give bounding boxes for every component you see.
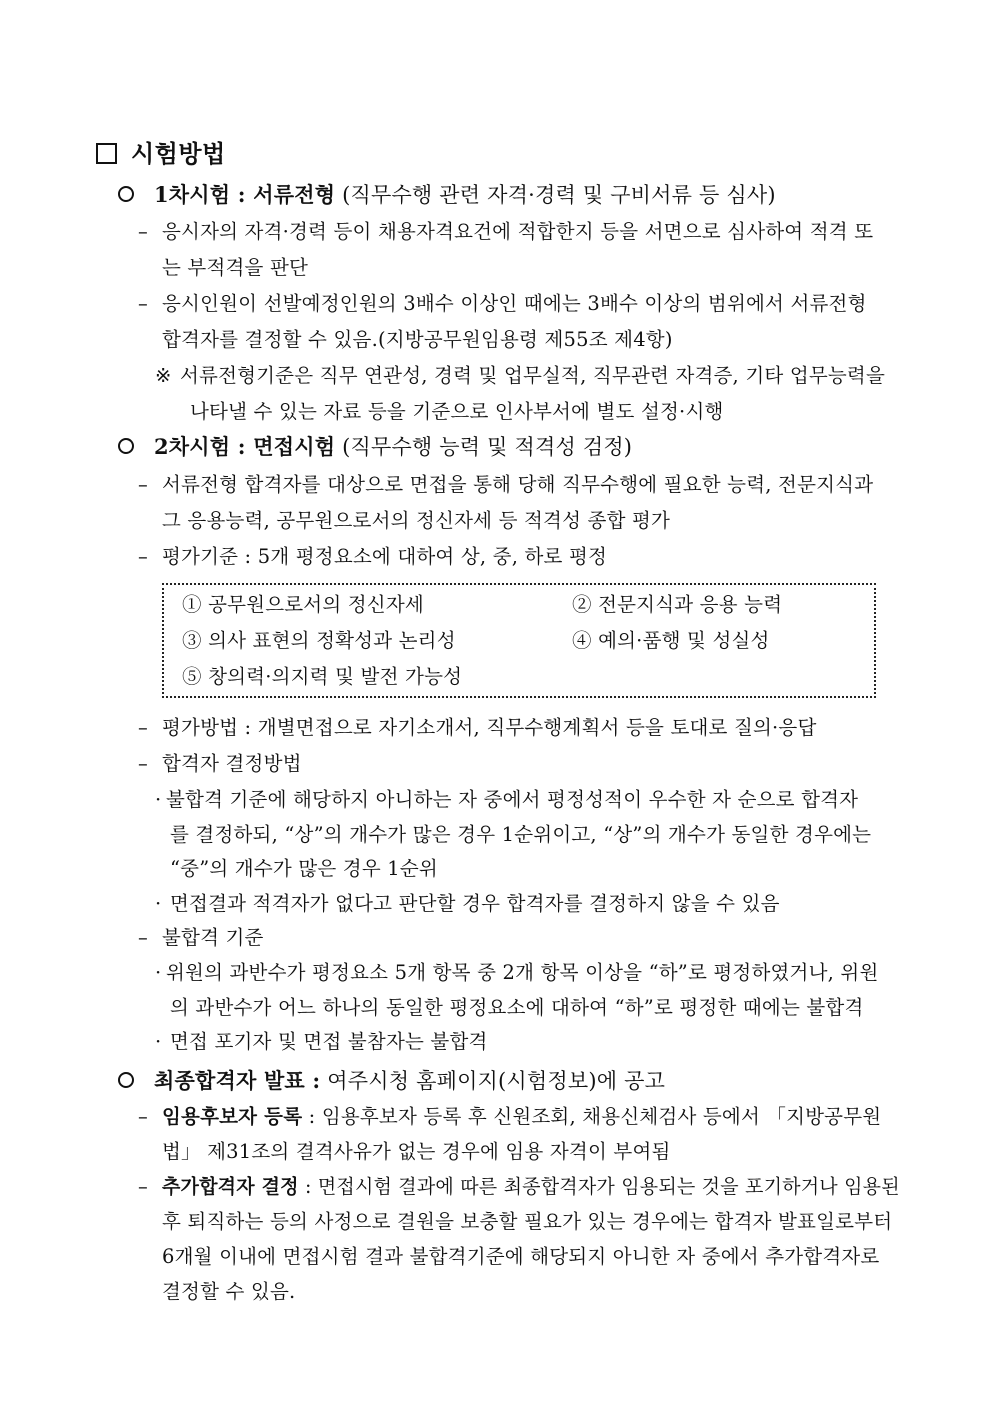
- extra-line-3: 6개월 이내에 면접시험 결과 불합격기준에 해당되지 아니한 자 중에서 추가합격자로: [162, 1245, 880, 1268]
- fail-line-3: 면접 포기자 및 면접 불참자는 불합격: [170, 1030, 488, 1053]
- final-desc: 여주시청 홈페이지(시험정보)에 공고: [327, 1069, 666, 1093]
- second-exam-heading: [118, 434, 632, 460]
- decision-title: 합격자 결정방법: [162, 752, 302, 775]
- first-exam-heading: [118, 182, 776, 208]
- section-title: 시험방법: [131, 139, 226, 168]
- dash-marker: –: [138, 473, 148, 496]
- dot-marker: ·: [155, 961, 162, 984]
- decision-line-4: 면접결과 적격자가 없다고 판단할 경우 합격자를 결정하지 않을 수 있음: [170, 892, 780, 915]
- first-exam-note-2: 나타낼 수 있는 자료 등을 기준으로 인사부서에 별도 설정·시행: [190, 400, 724, 423]
- dash-marker: –: [138, 220, 148, 243]
- dot-marker: ·: [155, 1030, 162, 1053]
- section-heading: [96, 139, 226, 169]
- decision-line-2: 를 결정하되, “상”의 개수가 많은 경우 1순위이고, “상”의 개수가 동일한 경우에는: [170, 823, 872, 846]
- checkbox-square-icon: [96, 143, 117, 164]
- candidate-line-1: [162, 1104, 881, 1130]
- extra-text: : 면접시험 결과에 따른 최종합격자가 임용되는 것을 포기하거나 임용된: [304, 1175, 900, 1198]
- circle-bullet-icon: [118, 438, 134, 454]
- final-label: 최종합격자 발표 :: [154, 1068, 321, 1093]
- dot-marker: ·: [155, 892, 162, 915]
- decision-line-3: “중”의 개수가 많은 경우 1순위: [170, 857, 438, 880]
- item-text: 응시자의 자격·경력 등이 채용자격요건에 적합한지 등을 서면으로 심사하여 적격 또: [162, 220, 874, 243]
- circle-bullet-icon: [118, 186, 134, 202]
- dash-marker: –: [138, 716, 148, 739]
- dash-marker: –: [138, 545, 148, 568]
- first-exam-item-2: 응시인원이 선발예정인원의 3배수 이상인 때에는 3배수 이상의 범위에서 서류전형: [162, 292, 867, 315]
- extra-line-4: 결정할 수 있음.: [162, 1280, 296, 1303]
- second-exam-item-1: 서류전형 합격자를 대상으로 면접을 통해 당해 직무수행에 필요한 능력, 전문지식과: [162, 473, 874, 496]
- candidate-text: : 임용후보자 등록 후 신원조회, 채용신체검사 등에서 「지방공무원: [308, 1105, 882, 1128]
- first-exam-item-2-cont: 합격자를 결정할 수 있음.(지방공무원임용령 제55조 제4항): [162, 328, 673, 351]
- first-exam-desc: (직무수행 관련 자격·경력 및 구비서류 등 심사): [342, 183, 776, 207]
- dash-marker: –: [138, 926, 148, 949]
- criteria-5: ⑤ 창의력·의지력 및 발전 가능성: [182, 665, 463, 688]
- dash-marker: –: [138, 1105, 148, 1128]
- decision-line-1: 불합격 기준에 해당하지 아니하는 자 중에서 평정성적이 우수한 자 순으로 합격자: [166, 788, 859, 811]
- criteria-4: ④ 예의·품행 및 성실성: [572, 629, 770, 652]
- second-exam-label: 2차시험 : 면접시험: [154, 434, 336, 459]
- dot-marker: ·: [155, 788, 162, 811]
- dash-marker: –: [138, 752, 148, 775]
- final-heading: [118, 1068, 665, 1094]
- dash-marker: –: [138, 1175, 148, 1198]
- circle-bullet-icon: [118, 1072, 134, 1088]
- fail-line-1: 위원의 과반수가 평정요소 5개 항목 중 2개 항목 이상을 “하”로 평정하였거나, 위원: [166, 961, 879, 984]
- first-exam-item-1: [162, 219, 897, 245]
- criteria-1: ① 공무원으로서의 정신자세: [182, 593, 424, 616]
- criteria-3: ③ 의사 표현의 정확성과 논리성: [182, 629, 456, 652]
- first-exam-note-1: 서류전형기준은 직무 연관성, 경력 및 업무실적, 직무관련 자격증, 기타 업무능력을: [180, 364, 886, 387]
- candidate-line-2: 법」 제31조의 결격사유가 없는 경우에 임용 자격이 부여됨: [162, 1140, 671, 1163]
- extra-line-1: [162, 1174, 900, 1200]
- fail-title: 불합격 기준: [162, 926, 264, 949]
- second-exam-item-1-cont: 그 응용능력, 공무원으로서의 정신자세 등 적격성 종합 평가: [162, 509, 671, 532]
- note-mark: ※: [155, 364, 172, 387]
- evaluation-method: 평가방법 : 개별면접으로 자기소개서, 직무수행계획서 등을 토대로 질의·응답: [162, 716, 817, 739]
- first-exam-label: 1차시험 : 서류전형: [154, 182, 336, 207]
- first-exam-item-1-cont: 는 부적격을 판단: [162, 256, 309, 279]
- dash-marker: –: [138, 292, 148, 315]
- extra-line-2: 후 퇴직하는 등의 사정으로 결원을 보충할 필요가 있는 경우에는 합격자 발표일로부터: [162, 1210, 893, 1233]
- second-exam-desc: (직무수행 능력 및 적격성 검정): [342, 435, 633, 459]
- extra-label: 추가합격자 결정: [162, 1175, 299, 1198]
- candidate-label: 임용후보자 등록: [162, 1105, 303, 1128]
- second-exam-item-2: 평가기준 : 5개 평정요소에 대하여 상, 중, 하로 평정: [162, 545, 608, 568]
- criteria-2: ② 전문지식과 응용 능력: [572, 593, 783, 616]
- fail-line-2: 의 과반수가 어느 하나의 동일한 평정요소에 대하여 “하”로 평정한 때에는 불합격: [170, 996, 864, 1019]
